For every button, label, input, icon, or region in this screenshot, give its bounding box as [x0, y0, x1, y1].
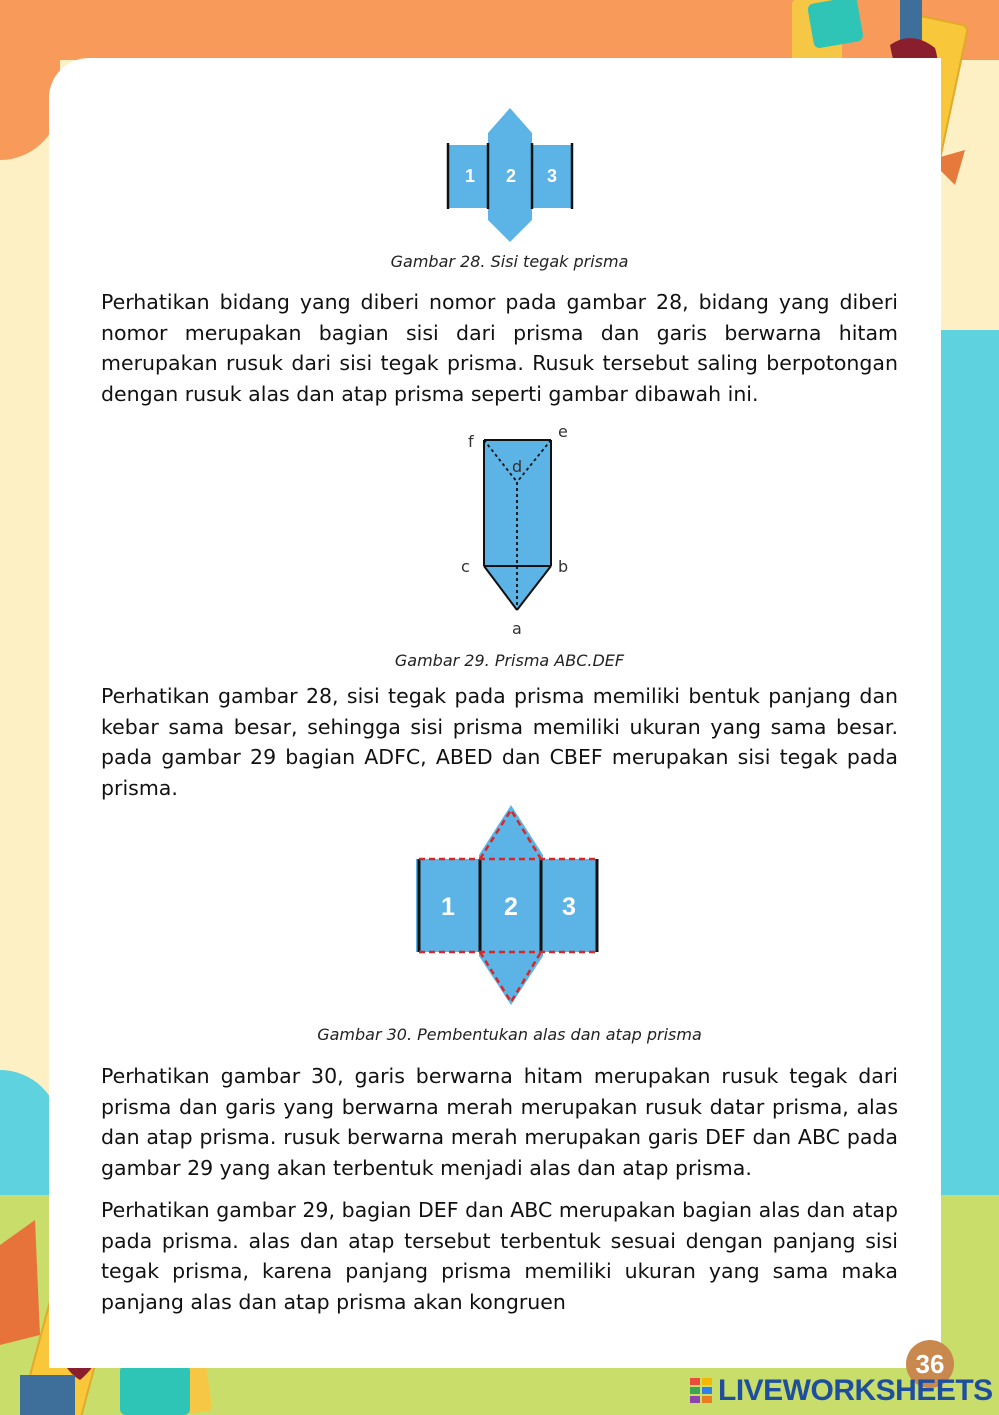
- vertex-label-f: f: [468, 432, 474, 451]
- figure-28-caption: Gambar 28. Sisi tegak prisma: [390, 252, 629, 271]
- vertex-label-d: d: [512, 457, 523, 476]
- brand-name: LIVEWORKSHEETS: [718, 1374, 993, 1407]
- figure-30-base-and-top-formation: [410, 805, 605, 1010]
- face-label-3: 3: [562, 893, 576, 921]
- figure-29-prism-abc-def: [450, 420, 590, 642]
- background-right-cyan-band: [940, 330, 999, 1200]
- liveworksheets-blocks-icon: [690, 1378, 714, 1404]
- page-number-badge: 36: [906, 1340, 954, 1388]
- face-label-2: 2: [505, 166, 517, 186]
- face-label-1: 1: [441, 893, 455, 921]
- vertex-label-a: a: [512, 619, 522, 638]
- liveworksheets-logo[interactable]: [690, 1373, 993, 1409]
- figure-29-caption: Gambar 29. Prisma ABC.DEF: [394, 651, 625, 670]
- paragraph-4: Perhatikan gambar 29, bagian DEF dan ABC merupakan bagian alas dan atap pada prisma. alas dan atap tersebut terbentuk sesuai dengan panjang sisi tegak prisma, karena panjang prisma memiliki ukuran yang sama maka panjang alas dan atap prisma akan kongruen: [101, 1198, 898, 1314]
- paragraph-3: Perhatikan gambar 30, garis berwarna hitam merupakan rusuk tegak dari prisma dan garis yang berwarna merah merupakan rusuk datar prisma, alas dan atap prisma. rusuk berwarna merah merupakan garis DEF dan ABC pada gambar 29 yang akan terbentuk menjadi alas dan atap prisma.: [101, 1064, 898, 1180]
- face-label-3: 3: [546, 166, 558, 186]
- figure-28-prism-lateral-faces: [440, 105, 580, 245]
- vertex-label-b: b: [558, 557, 569, 576]
- face-label-2: 2: [504, 893, 518, 921]
- paragraph-1: Perhatikan bidang yang diberi nomor pada gambar 28, bidang yang diberi nomor merupakan bagian sisi dari prisma dan garis berwarna hitam merupakan rusuk dari sisi tegak prisma. Rusuk tersebut saling berpotongan dengan rusuk alas dan atap prisma seperti gambar dibawah ini.: [101, 290, 898, 406]
- eraser-icon: [120, 1365, 190, 1415]
- paragraph-2: Perhatikan gambar 28, sisi tegak pada prisma memiliki bentuk panjang dan kebar sama besar, sehingga sisi prisma memiliki ukuran yang sama besar. pada gambar 29 bagian ADFC, ABED dan CBEF merupakan sisi tegak pada prisma.: [101, 684, 898, 800]
- figure-30-caption: Gambar 30. Pembentukan alas dan atap prisma: [317, 1025, 702, 1044]
- vertex-label-e: e: [558, 422, 568, 441]
- vertex-label-c: c: [461, 557, 470, 576]
- face-label-1: 1: [464, 166, 476, 186]
